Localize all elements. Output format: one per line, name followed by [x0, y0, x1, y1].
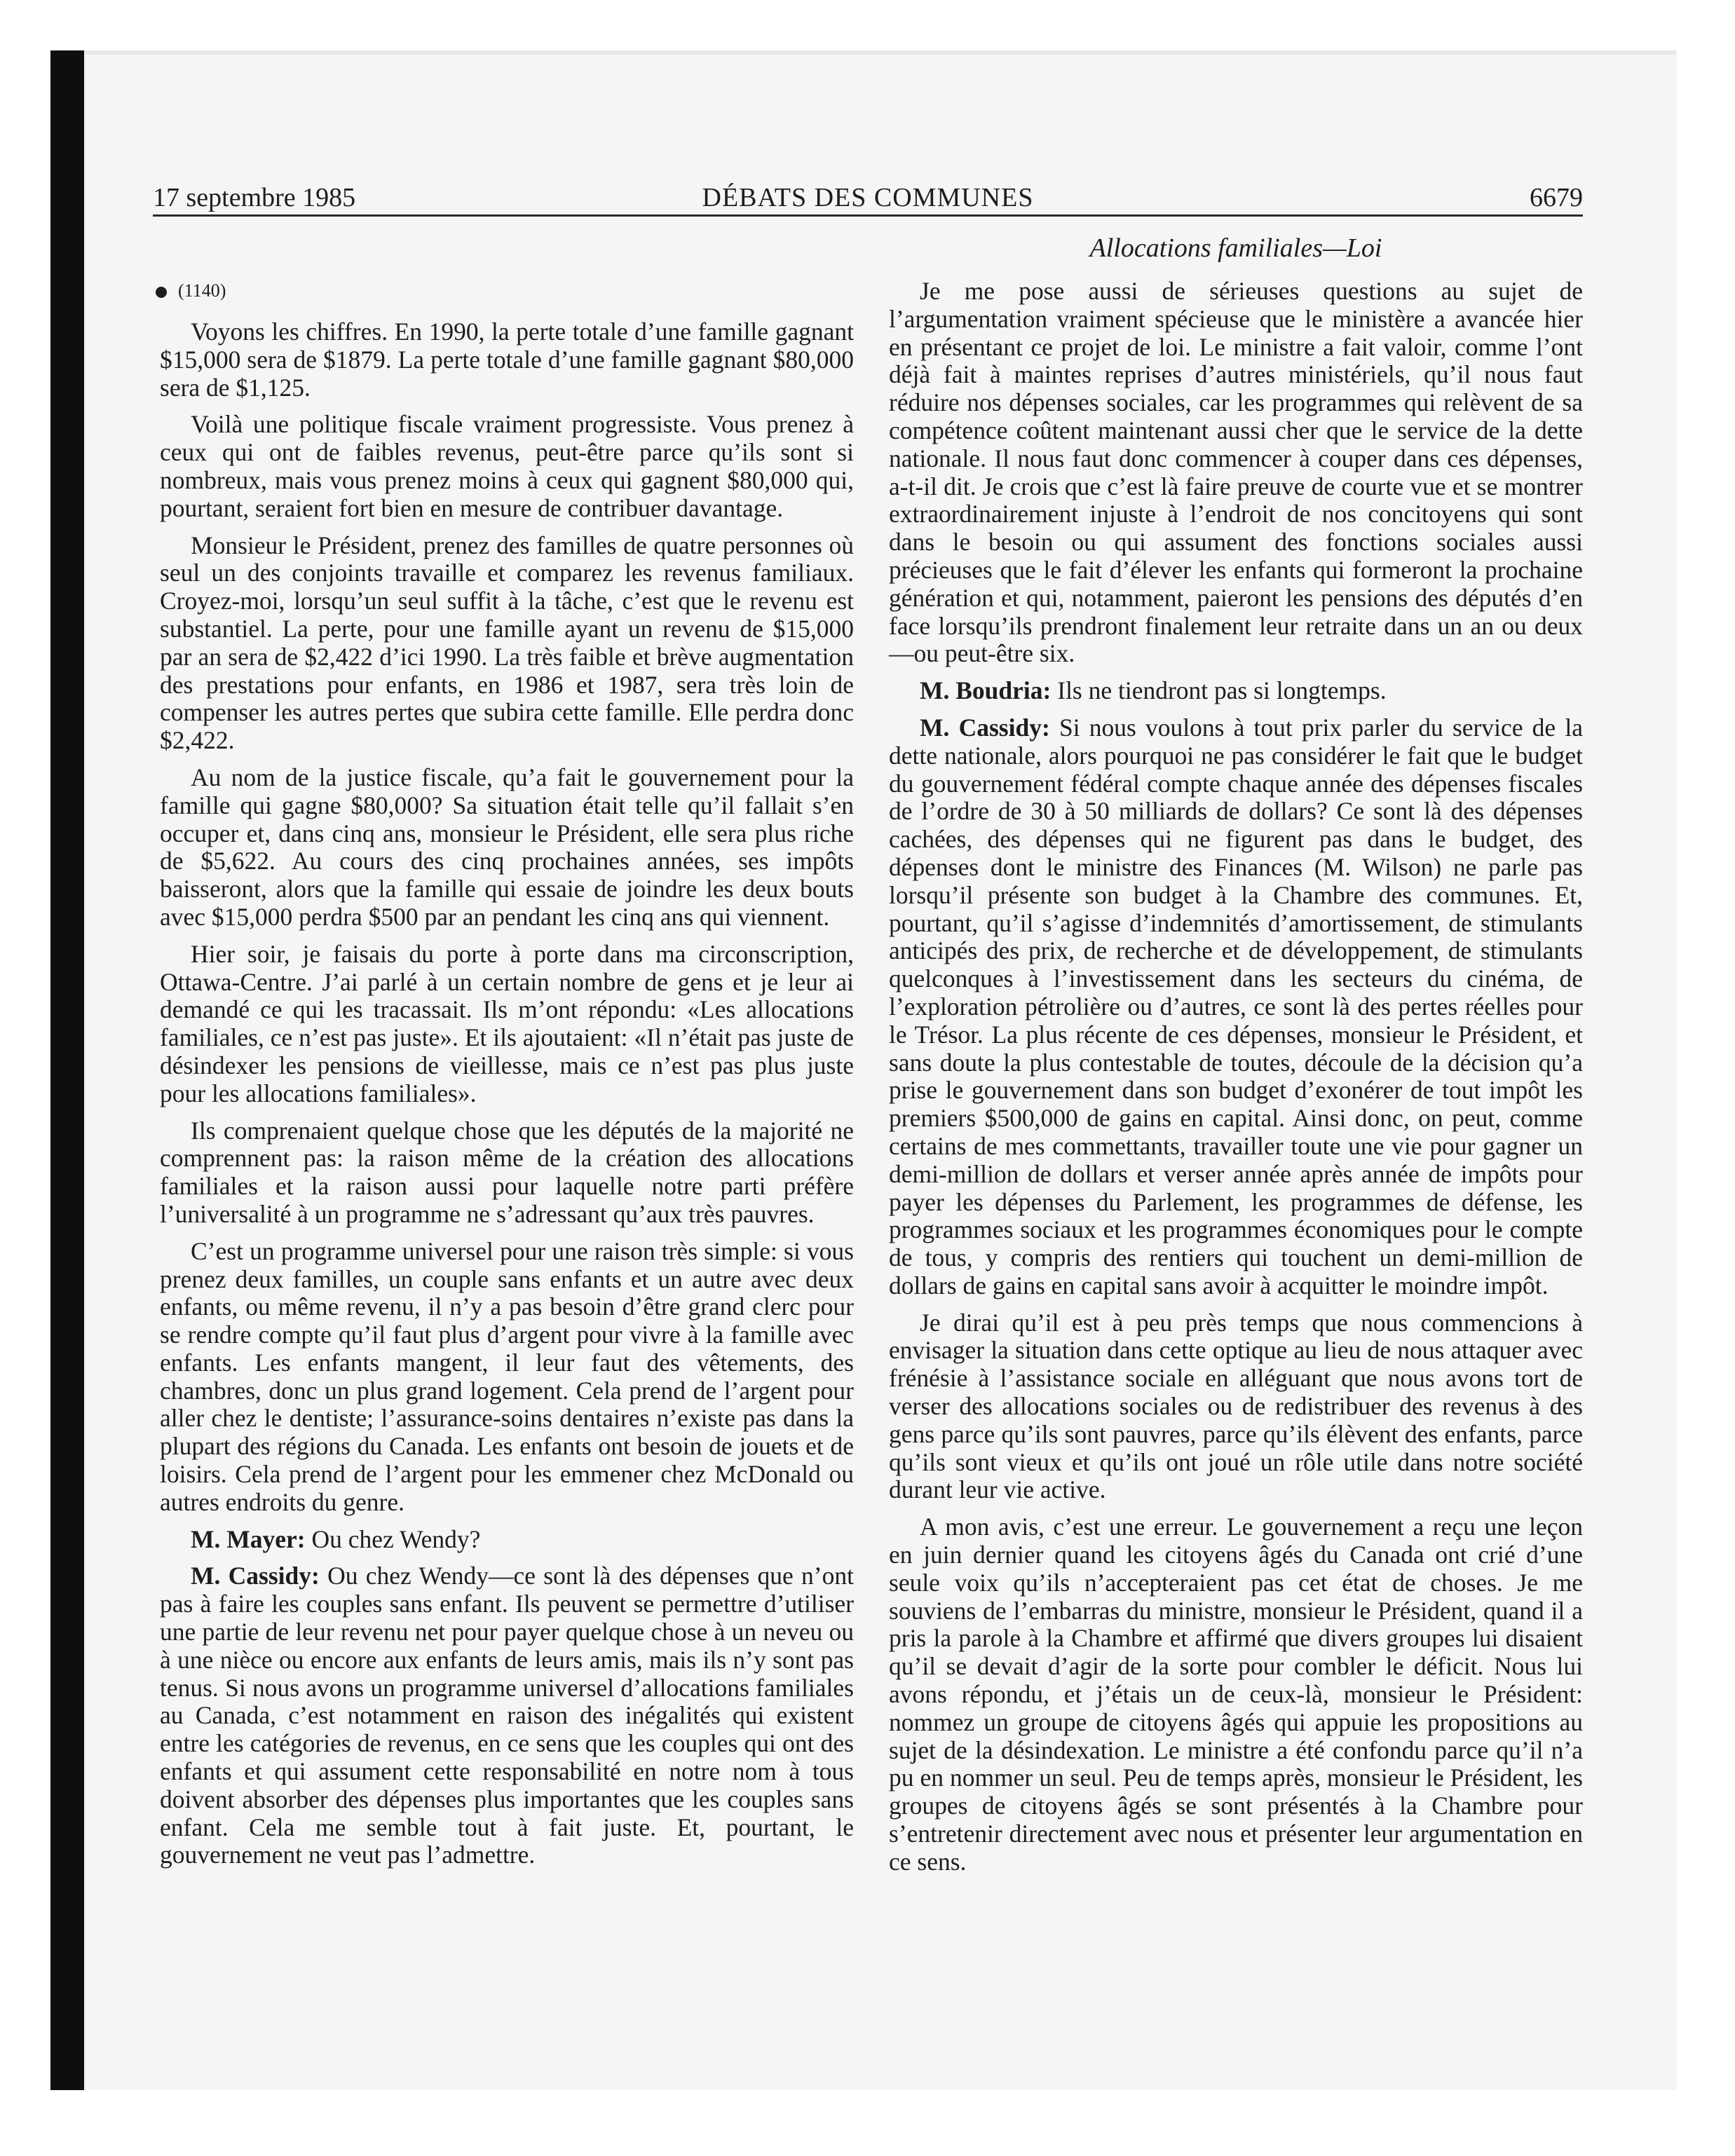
- paragraph-text: Voilà une politique fiscale vraiment progressiste. Vous prenez à ceux qui ont de faibles revenus, peut-être parce qu’ils sont si nombreux, mais vous prenez moins à ceux qui gagnent $80,000 qui, pourtant, seraient fort bien en mesure de contribuer davantage.: [160, 410, 854, 522]
- paragraph-text: Voyons les chiffres. En 1990, la perte totale d’une famille gagnant $15,000 sera de $1879. La perte totale d’une famille gagnant $80,000 sera de $1,125.: [160, 318, 854, 402]
- paragraph-text: C’est un programme universel pour une raison très simple: si vous prenez deux familles, un couple sans enfants et un autre avec deux enfants, ou même revenu, il n’y a pas besoin d’être grand clerc pour se rendre compte qu’il faut plus d’argent pour vivre à la famille avec enfants. Les enfants mangent, il leur faut des vêtements, des chambres, donc un plus grand logement. Cela prend de l’argent pour aller chez le dentiste; l’assurance-soins dentaires n’existe pas dans la plupart des régions du Canada. Les enfants ont besoin de jouets et de loisirs. Cela prend de l’argent pour les emmener chez McDonald ou autres endroits du genre.: [160, 1236, 854, 1516]
- paragraph-text: Monsieur le Président, prenez des familles de quatre personnes où seul un des conjoints travaille et comparez les revenus familiaux. Croyez-moi, lorsqu’un seul suffit à la tâche, c’est que le revenu est substantiel. La perte, pour une famille ayant un revenu de $15,000 par an sera de $2,422 d’ici 1990. La très faible et brève augmentation des prestations pour enfants, en 1986 et 1987, sera très loin de compenser les autres pertes que subira cette famille. Elle perdra donc $2,422.: [160, 531, 854, 755]
- paragraph: [889, 278, 1583, 668]
- speaker-name: M. Boudria:: [920, 676, 1052, 705]
- time-marker-text: (1140): [178, 280, 226, 301]
- paragraph: [889, 1309, 1583, 1505]
- header-page-number: 6679: [1530, 183, 1583, 212]
- paragraph: [160, 1117, 854, 1229]
- running-title: Allocations familiales—Loi: [1089, 233, 1382, 263]
- header-rule: [153, 214, 1583, 217]
- paragraph: [160, 764, 854, 932]
- left-column: [160, 318, 854, 1878]
- paragraph-text: Au nom de la justice fiscale, qu’a fait le gouvernement pour la famille qui gagne $80,000? Sa situation était telle qu’il fallait s’en occuper et, dans cinq ans, monsieur le Président, elle sera plus riche de $5,622. Au cours des cinq prochaines années, ses impôts baisseront, alors que la famille qui essaie de joindre les deux bouts avec $15,000 perdra $500 par an pendant les cinq ans qui viennent.: [160, 763, 854, 931]
- paragraph-text: Je me pose aussi de sérieuses questions au sujet de l’argumentation vraiment spécieuse que le ministère a avancée hier en présentant ce projet de loi. Le ministre a fait valoir, comme l’ont déjà fait à maintes reprises d’autres ministériels, qu’il nous faut réduire nos dépenses sociales, car les programmes qui relèvent de sa compétence coûtent maintenant aussi cher que le service de la dette nationale. Il nous faut donc commencer à couper dans ces dépenses, a-t-il dit. Je crois que c’est là faire preuve de courte vue et se montrer extraordinairement injuste à l’endroit de nos concitoyens qui sont dans le besoin ou qui assument des fonctions sociales aussi précieuses que le fait d’élever les enfants qui formeront la prochaine génération et qui, notamment, paieront les pensions des députés d’en face lorsqu’ils prendront finalement leur retraite dans un an ou deux—ou peut-être six.: [889, 277, 1583, 668]
- paragraph: [889, 714, 1583, 1300]
- right-column: [889, 278, 1583, 1885]
- paragraph-text: Ou chez Wendy?: [311, 1524, 481, 1553]
- header-date: 17 septembre 1985: [153, 183, 356, 212]
- paragraph-text: Ils ne tiendront pas si longtemps.: [1057, 676, 1387, 705]
- paragraph-text: Ils comprenaient quelque chose que les députés de la majorité ne comprennent pas: la raison même de la création des allocations familiales et la raison aussi pour laquelle notre parti préfère l’universalité à un programme ne s’adressant qu’aux très pauvres.: [160, 1116, 854, 1228]
- header-title: DÉBATS DES COMMUNES: [702, 183, 1034, 212]
- speaker-name: M. Cassidy:: [191, 1562, 320, 1590]
- page-header: [153, 181, 1583, 214]
- paragraph: [160, 532, 854, 755]
- paragraph: [160, 318, 854, 402]
- speaker-name: M. Cassidy:: [920, 713, 1050, 742]
- paragraph: [160, 941, 854, 1108]
- paragraph-text: A mon avis, c’est une erreur. Le gouvernement a reçu une leçon en juin dernier quand les citoyens âgés du Canada ont crié d’une seule voix qu’ils n’accepteraient pas cet état de choses. Je me souviens de l’embarras du ministre, monsieur le Président, quand il a pris la parole à la Chambre et affirmé que divers groupes lui disaient qu’il se devait d’agir de la sorte pour combler le déficit. Nous lui avons répondu, et j’étais un de ceux-là, monsieur le Président: nommez un groupe de citoyens âgés qui appuie les propositions au sujet de la désindexation. Le ministre a été confondu parce qu’il n’a pu en nommer un seul. Peu de temps après, monsieur le Président, les groupes de citoyens âgés se sont présentés à la Chambre pour s’entretenir directement avec nous et présenter leur argumentation en ce sens.: [889, 1513, 1583, 1876]
- paragraph: [160, 411, 854, 522]
- speaker-name: M. Mayer:: [191, 1524, 306, 1553]
- paragraph-text: Je dirai qu’il est à peu près temps que nous commencions à envisager la situation dans cette optique au lieu de nous attaquer avec frénésie à l’assistance sociale en alléguant que nous avons tort de verser des allocations sociales ou de redistribuer des revenus à des gens parce qu’ils sont pauvres, parce qu’ils élèvent des enfants, parce qu’ils sont vieux et qu’ils ont joué un rôle utile dans notre société durant leur vie active.: [889, 1308, 1583, 1504]
- bullet-icon: [156, 287, 167, 298]
- paragraph: [160, 1526, 854, 1554]
- paragraph-text: Si nous voulons à tout prix parler du service de la dette nationale, alors pourquoi ne pas considérer le fait que le budget du gouvernement fédéral compte chaque année des dépenses fiscales de l’ordre de 30 à 50 milliards de dollars? Ce sont là des dépenses cachées, des dépenses qui ne figurent pas dans le budget, des dépenses dont le ministre des Finances (M. Wilson) ne parle pas lorsqu’il présente son budget à la Chambre des communes. Et, pourtant, qu’il s’agisse d’indemnités d’amortissement, de stimulants anticipés des prix, de recherche et de développement, de stimulants quelconques à l’investissement dans les secteurs du cinéma, de l’exploration pétrolière ou d’autres, ce sont là des pertes réelles pour le Trésor. La plus récente de ces dépenses, monsieur le Président, et sans doute la plus contestable de toutes, découle de la décision qu’a prise le gouvernement dans son budget d’exonérer de tout impôt les premiers $500,000 de gains en capital. Ainsi donc, on peut, comme certains de mes commettants, travailler toute une vie pour gagner un demi-million de dollars et verser année après année de impôts pour payer les dépenses du Parlement, les programmes de défense, les programmes sociaux et les programmes économiques pour le compte de tous, y compris des rentiers qui touchent un demi-million de dollars de gains en capital sans avoir à acquitter le moindre impôt.: [889, 713, 1583, 1299]
- paragraph-text: Ou chez Wendy—ce sont là des dépenses que n’ont pas à faire les couples sans enfant. Ils peuvent se permettre d’utiliser une partie de leur revenu net pour payer quelque chose à un neveu ou à une nièce ou encore aux enfants de leurs amis, mais ils n’y sont pas tenus. Si nous avons un programme universel d’allocations familiales au Canada, c’est notamment en raison des inégalités qui existent entre les catégories de revenus, en ce sens que les couples qui ont des enfants et qui assument cette responsabilité en notre nom à tous doivent absorber des dépenses plus importantes que les couples sans enfant. Cela me semble tout à fait juste. Et, pourtant, le gouvernement ne veut pas l’admettre.: [160, 1562, 854, 1869]
- paragraph: [160, 1562, 854, 1869]
- paragraph: [889, 1513, 1583, 1876]
- scan-binding-edge: [50, 50, 84, 2090]
- paragraph-text: Hier soir, je faisais du porte à porte dans ma circonscription, Ottawa-Centre. J’ai parlé à un certain nombre de gens et je leur ai demandé ce qui les tracassait. Ils m’ont répondu: «Les allocations familiales, ce n’est pas juste». Et ils ajoutaient: «Il n’était pas juste de désindexer les pensions de vieillesse, mais ce n’est pas plus juste pour les allocations familiales».: [160, 939, 854, 1107]
- paragraph: [889, 677, 1583, 705]
- time-marker: [156, 279, 226, 303]
- paragraph: [160, 1238, 854, 1517]
